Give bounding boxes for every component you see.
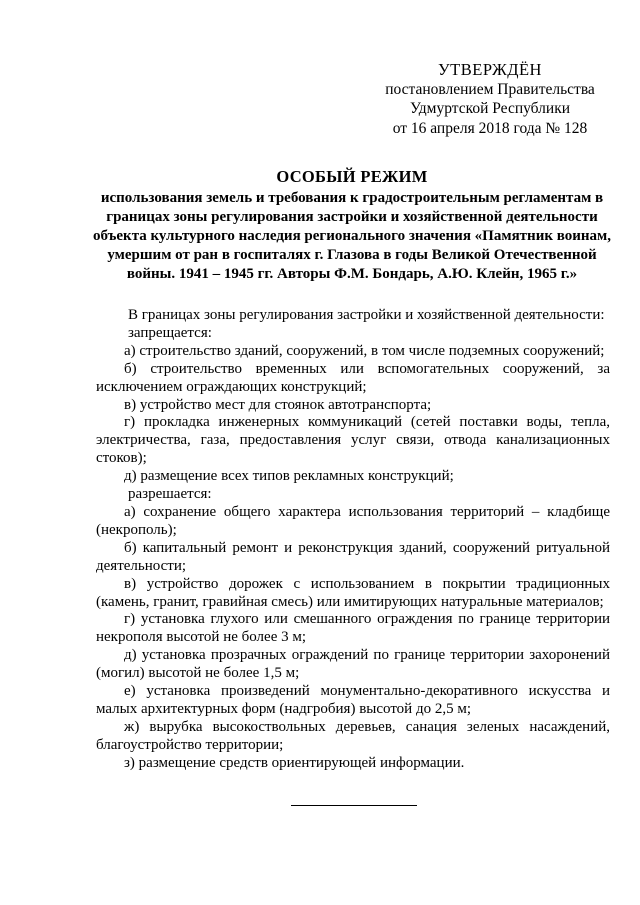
document-heading bbox=[92, 166, 612, 284]
document-title: ОСОБЫЙ РЕЖИМ bbox=[276, 167, 428, 186]
prohibited-label: запрещается: bbox=[128, 324, 212, 341]
prohibited-item: в) устройство мест для стоянок автотранспорта; bbox=[124, 396, 432, 413]
allowed-item: г) установка глухого или смешанного ограждения по границе территории некрополя высотой не более 3 м; bbox=[96, 611, 610, 646]
allowed-item: д) установка прозрачных ограждений по границе территории захоронений (могил) высотой не более 1,5 м; bbox=[96, 647, 610, 682]
allowed-item: в) устройство дорожек с использованием в покрытии традиционных (камень, гранит, гравийная смесь) или имитирующих натуральные материалов; bbox=[96, 575, 610, 610]
prohibited-item: а) строительство зданий, сооружений, в том числе подземных сооружений; bbox=[124, 342, 605, 359]
intro-paragraph: В границах зоны регулирования застройки и хозяйственной деятельности: bbox=[128, 307, 605, 323]
allowed-item: б) капитальный ремонт и реконструкция зданий, сооружений ритуальной деятельности; bbox=[96, 539, 610, 574]
allowed-item: ж) вырубка высокоствольных деревьев, санация зеленых насаждений, благоустройство территории; bbox=[96, 718, 610, 753]
approval-line: Удмуртской Республики bbox=[409, 100, 571, 117]
document-subtitle: использования земель и требования к градостроительным регламентам в границах зоны регулирования застройки и хозяйственной деятельности объекта культурного наследия регионального значения «Памятник воинам, умершим от ран в госпиталях г. Глазова в годы Великой Отечественной войны. 1941 – 1945 гг. Авторы Ф.М. Бондарь, А.Ю. Клейн, 1965 г.» bbox=[93, 190, 611, 282]
allowed-label: разрешается: bbox=[128, 486, 212, 503]
end-separator-line bbox=[291, 805, 417, 806]
prohibited-item: г) прокладка инженерных коммуникаций (сетей поставки воды, тепла, электричества, газа, предоставления услуг связи, отвода канализационных стоков); bbox=[96, 414, 610, 467]
approval-title: УТВЕРЖДЁН bbox=[438, 60, 542, 79]
approval-line: постановлением Правительства bbox=[385, 80, 595, 98]
prohibited-item: б) строительство временных или вспомогательных сооружений, за исключением ограждающих конструкций; bbox=[96, 360, 610, 395]
approval-stamp bbox=[380, 60, 600, 138]
allowed-item: е) установка произведений монументально-декоративного искусства и малых архитектурных форм (надгробия) высотой до 2,5 м; bbox=[96, 683, 610, 717]
allowed-item: а) сохранение общего характера использования территорий – кладбище (некрополь); bbox=[96, 503, 610, 538]
document-body bbox=[96, 307, 610, 773]
allowed-item: з) размещение средств ориентирующей информации. bbox=[124, 754, 465, 771]
approval-date-line: от 16 апреля 2018 года № 128 bbox=[392, 119, 588, 137]
prohibited-item: д) размещение всех типов рекламных конструкций; bbox=[124, 468, 454, 485]
